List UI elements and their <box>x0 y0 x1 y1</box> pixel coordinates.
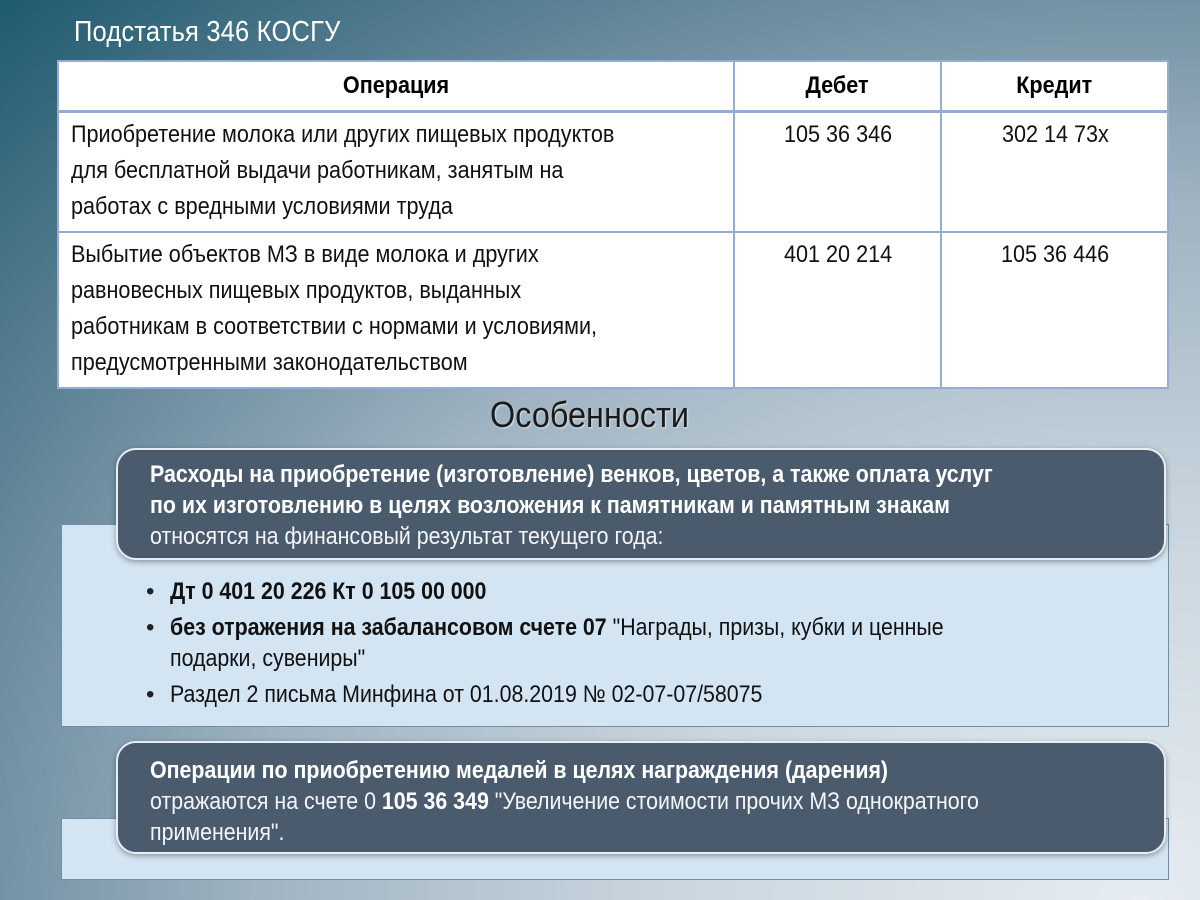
slide-title: Подстатья 346 КОСГУ <box>74 16 341 48</box>
operation-cell: Приобретение молока или других пищевых продуктов для бесплатной выдачи работникам, занятым на работах с вредными условиями труда <box>58 112 734 233</box>
header-credit: Кредит <box>941 61 1168 112</box>
list-item: • без отражения на забалансовом счете 07 "Награды, призы, кубки и ценные подарки, сувениры" <box>146 612 1126 674</box>
header-debit: Дебет <box>734 61 941 112</box>
header-operation: Операция <box>58 61 734 112</box>
medals-card-line: отражаются на счете 0 105 36 349 "Увеличение стоимости прочих МЗ однократного <box>150 788 979 815</box>
medals-card <box>116 741 1166 854</box>
wreaths-header-line: относятся на финансовый результат текущего года: <box>150 523 664 550</box>
section-heading: Особенности <box>490 394 690 435</box>
credit-cell: 105 36 446 <box>941 232 1168 388</box>
table-row <box>58 232 1168 388</box>
debit-cell: 401 20 214 <box>734 232 941 388</box>
credit-cell: 302 14 73х <box>941 112 1168 233</box>
debit-cell: 105 36 346 <box>734 112 941 233</box>
wreaths-header-line: Расходы на приобретение (изготовление) венков, цветов, а также оплата услуг <box>150 461 993 488</box>
table-row <box>58 112 1168 233</box>
wreaths-header-card <box>116 448 1166 560</box>
operation-cell: Выбытие объектов МЗ в виде молока и других равновесных пищевых продуктов, выданных работникам в соответствии с нормами и условиями, предусмотренными законодательством <box>58 232 734 388</box>
medals-card-line: Операции по приобретению медалей в целях награждения (дарения) <box>150 757 889 784</box>
list-item: • Дт 0 401 20 226 Кт 0 105 00 000 <box>146 576 1126 607</box>
medals-card-line: применения". <box>150 819 285 846</box>
table-header-row <box>58 61 1168 112</box>
list-item: • Раздел 2 письма Минфина от 01.08.2019 № 02-07-07/58075 <box>146 679 1126 710</box>
wreaths-header-line: по их изготовлению в целях возложения к памятникам и памятным знакам <box>150 492 950 519</box>
operations-table <box>57 60 1169 389</box>
wreaths-bullet-list <box>146 576 1126 715</box>
